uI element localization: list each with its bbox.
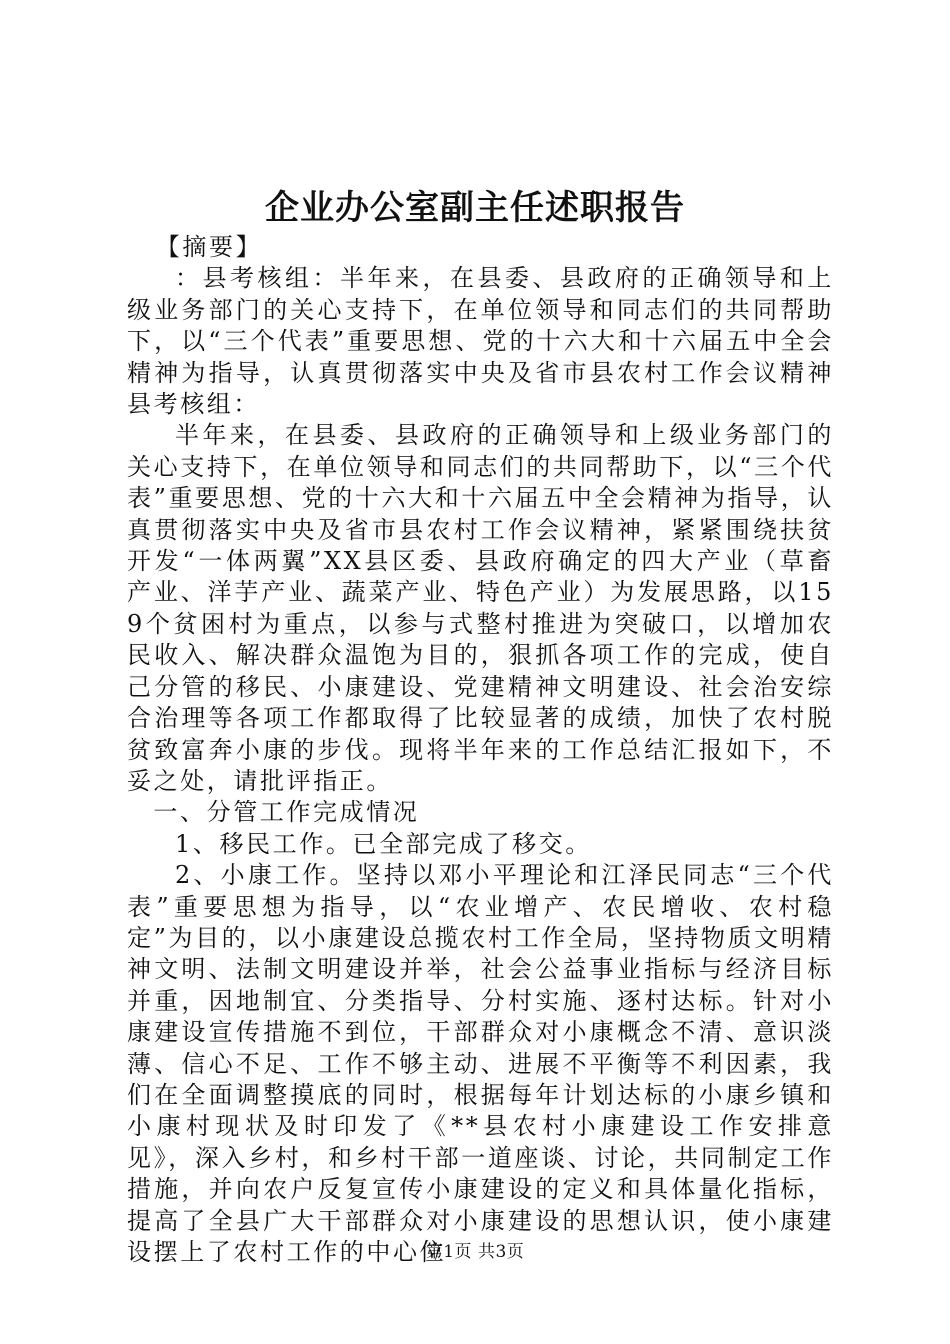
- document-body: [127, 232, 834, 1268]
- document-title: 企业办公室副主任述职报告: [265, 188, 685, 228]
- abstract-heading: 【摘要】: [155, 233, 263, 261]
- body-paragraph-item-2: 2、小康工作。坚持以邓小平理论和江泽民同志“三个代表”重要思想为指导，以“农业增产、农民增收、农村稳定”为目的，以小康建设总揽农村工作全局，坚持物质文明精神文明、法制文明建设并举，社会公益事业指标与经济目标并重，因地制宜、分类指导、分村实施、逐村达标。针对小康建设宣传措施不到位，干部群众对小康概念不清、意识淡薄、信心不足、工作不够主动、进展不平衡等不利因素，我们在全面调整摸底的同时，根据每年计划达标的小康乡镇和小康村现状及时印发了《**县农村小康建设工作安排意见》，深入乡村，和乡村干部一道座谈、讨论，共同制定工作措施，并向农户反复宣传小康建设的定义和具体量化指标，提高了全县广大干部群众对小康建设的思想认识，使小康建设摆上了农村工作的中心位: [127, 861, 834, 1266]
- page-footer: 第1页 共3页: [425, 1242, 525, 1262]
- section-heading: 一、分管工作完成情况: [153, 798, 420, 827]
- body-paragraph-item-1: 1、移民工作。已全部完成了移交。: [175, 829, 592, 858]
- body-paragraph-intro: 半年来，在县委、县政府的正确领导和上级业务部门的关心支持下，在单位领导和同志们的共同帮助下，以“三个代表”重要思想、党的十六大和十六届五中全会精神为指导，认真贯彻落实中央及省市县农村工作会议精神，紧紧围绕扶贫开发“一体两翼”XX县区委、县政府确定的四大产业（草畜产业、洋芋产业、蔬菜产业、特色产业）为发展思路，以159个贫困村为重点，以参与式整村推进为突破口，以增加农民收入、解决群众温饱为目的，狠抓各项工作的完成，使自己分管的移民、小康建设、党建精神文明建设、社会治安综合治理等各项工作都取得了比较显著的成绩，加快了农村脱贫致富奔小康的步伐。现将半年来的工作总结汇报如下，不妥之处，请批评指正。: [127, 421, 834, 795]
- abstract-paragraph: ：县考核组：半年来，在县委、县政府的正确领导和上级业务部门的关心支持下，在单位领导和同志们的共同帮助下，以“三个代表”重要思想、党的十六大和十六届五中全会精神为指导，认真贯彻落实中央及省市县农村工作会议精神县考核组：: [127, 264, 834, 419]
